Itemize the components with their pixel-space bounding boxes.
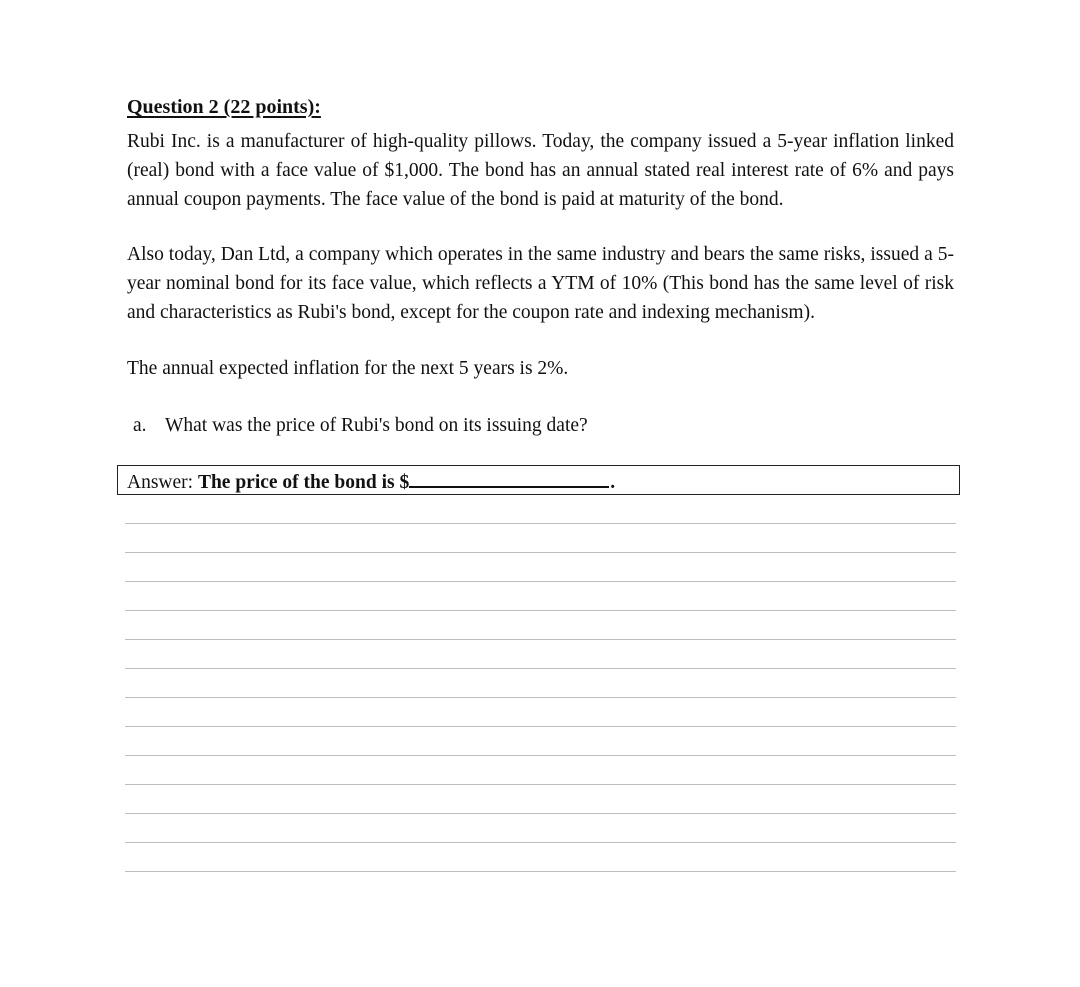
part-a-marker: a. (133, 414, 147, 436)
question-section (127, 93, 954, 493)
writing-line (125, 697, 956, 698)
writing-line (125, 871, 956, 872)
writing-line (125, 639, 956, 640)
paragraph-inflation: The annual expected inflation for the next 5 years is 2%. (127, 357, 569, 379)
writing-line (125, 784, 956, 785)
question-title: Question 2 (22 points): (127, 96, 321, 118)
writing-line (125, 668, 956, 669)
paragraph-rubi-bond: Rubi Inc. is a manufacturer of high-quality pillows. Today, the company issued a 5-year inflation linked (real) bond with a face value of $1,000. The bond has an annual stated real interest rate of 6% and pays annual coupon payments. The face value of the bond is paid at maturity of the bond. (127, 131, 954, 210)
paragraph-dan-bond: Also today, Dan Ltd, a company which operates in the same industry and bears the same risks, issued a 5-year nominal bond for its face value, which reflects a YTM of 10% (This bond has the same level of risk and characteristics as Rubi's bond, except for the coupon rate and indexing mechanism). (127, 244, 954, 323)
writing-lines (125, 523, 956, 900)
writing-line (125, 726, 956, 727)
writing-line (125, 610, 956, 611)
answer-label: Answer: (127, 472, 194, 493)
answer-end: . (610, 472, 616, 493)
answer-statement: The price of the bond is $ (197, 472, 410, 493)
writing-line (125, 813, 956, 814)
writing-line (125, 581, 956, 582)
writing-line (125, 552, 956, 553)
writing-line (125, 842, 956, 843)
writing-line (125, 523, 956, 524)
answer-blank[interactable] (409, 466, 609, 488)
part-a-text: What was the price of Rubi's bond on its issuing date? (165, 414, 588, 436)
writing-line (125, 755, 956, 756)
answer-box (117, 465, 960, 495)
part-a-question (133, 412, 954, 440)
